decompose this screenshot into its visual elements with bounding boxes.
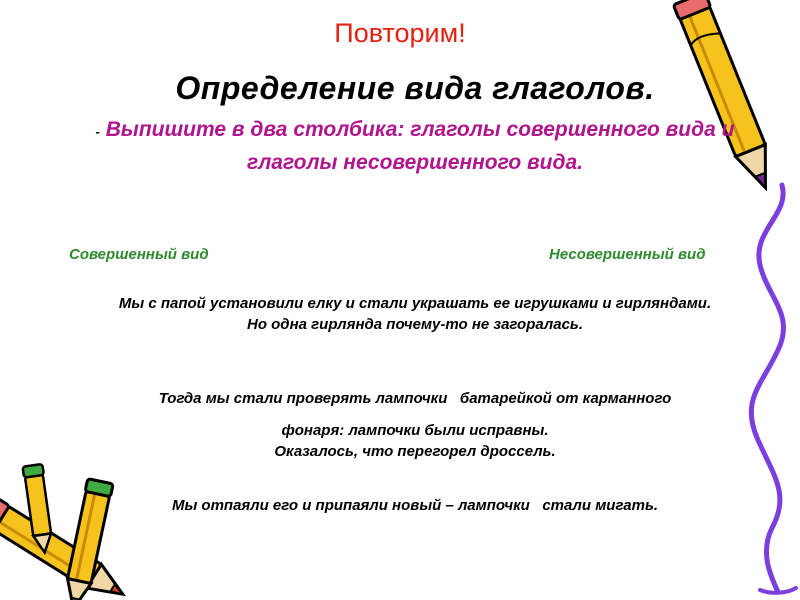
slide-title: Определение вида глаголов.	[175, 70, 655, 106]
column-label-perfective: Совершенный вид	[69, 246, 209, 263]
text-paragraph	[60, 495, 770, 516]
task-instruction	[60, 114, 770, 178]
column-label-imperfective: Несовершенный вид	[549, 246, 706, 263]
paragraph-line: Оказалось, что перегорел дроссель.	[274, 443, 556, 460]
text-paragraph	[60, 388, 770, 409]
paragraph-line: Но одна гирлянда почему-то не загоралась.	[246, 316, 583, 333]
task-dash: -	[95, 124, 100, 139]
task-text: Выпишите в два столбика: глаголы совершенного вида и глаголы несовершенного вида.	[105, 118, 735, 174]
paragraph-line: фонаря: лампочки были исправны.	[281, 422, 549, 439]
paragraph-line: Тогда мы стали проверять лампочки батарейкой от карманного	[158, 390, 672, 407]
paragraph-line: Мы отпаяли его и припаяли новый – лампочки стали мигать.	[171, 497, 659, 514]
text-paragraph	[60, 293, 770, 335]
paragraph-line: Мы с папой установили елку и стали украшать ее игрушками и гирляндами.	[118, 295, 712, 312]
text-paragraph	[60, 420, 770, 462]
slide-heading: Повторим!	[334, 18, 466, 48]
